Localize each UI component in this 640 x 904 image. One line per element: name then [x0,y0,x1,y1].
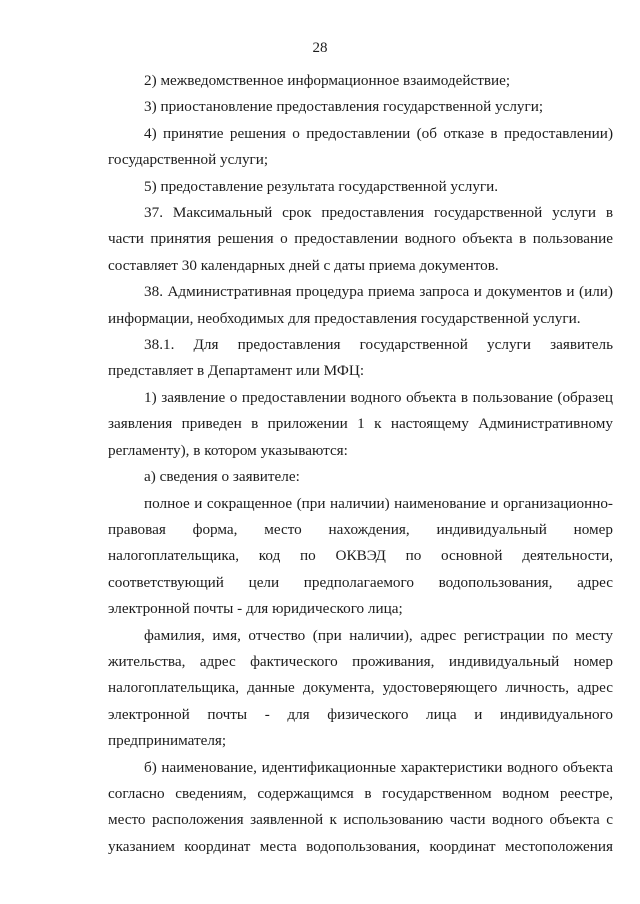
paragraph-38-1: 38.1. Для предоставления государственной услуги заявитель представляет в Департамент или МФЦ: [108,336,613,380]
paragraph-37: 37. Максимальный срок предоставления государственной услуги в части принятия решения о предоставлении водного объекта в пользование составляет 30 календарных дней с даты приема документов. [108,204,613,274]
paragraph-legal-entity: полное и сокращенное (при наличии) наименование и организационно-правовая форма, место нахождения, индивидуальный номер налогоплательщика, код по ОКВЭД по основной деятельности, соответствующий цели предполагаемого водопользования, адрес электронной почты - для юридического лица; [108,494,613,618]
paragraph-38: 38. Административная процедура приема запроса и документов и (или) информации, необходимых для предоставления государственной услуги. [108,283,613,327]
paragraph-item-5: 5) предоставление результата государственной услуги. [144,177,499,195]
paragraph-item-4: 4) принятие решения о предоставлении (об отказе в предоставлении) государственной услуги; [108,124,613,169]
paragraph-water-object: б) наименование, идентификационные характеристики водного объекта согласно сведениям, содержащимся в государственном водном реестре, место расположения заявленной к использованию части водного объекта с указанием координат места водопользования, координат местоположения [108,758,613,855]
paragraph-individual: фамилия, имя, отчество (при наличии), адрес регистрации по месту жительства, адрес фактического проживания, индивидуальный номер налогоплательщика, данные документа, удостоверяющего личность, адрес электронной почты - для физического лица и индивидуального предпринимателя; [108,626,613,750]
document-body [108,68,613,860]
paragraph-application-item-1: 1) заявление о предоставлении водного объекта в пользование (образец заявления приведен в приложении 1 к настоящему Административному регламенту), в котором указываются: [108,388,613,459]
paragraph-applicant-info: а) сведения о заявителе: [144,468,300,486]
page-number: 28 [312,40,328,56]
paragraph-item-3: 3) приостановление предоставления государственной услуги; [144,98,544,116]
paragraph-item-2: 2) межведомственное информационное взаимодействие; [144,72,511,89]
